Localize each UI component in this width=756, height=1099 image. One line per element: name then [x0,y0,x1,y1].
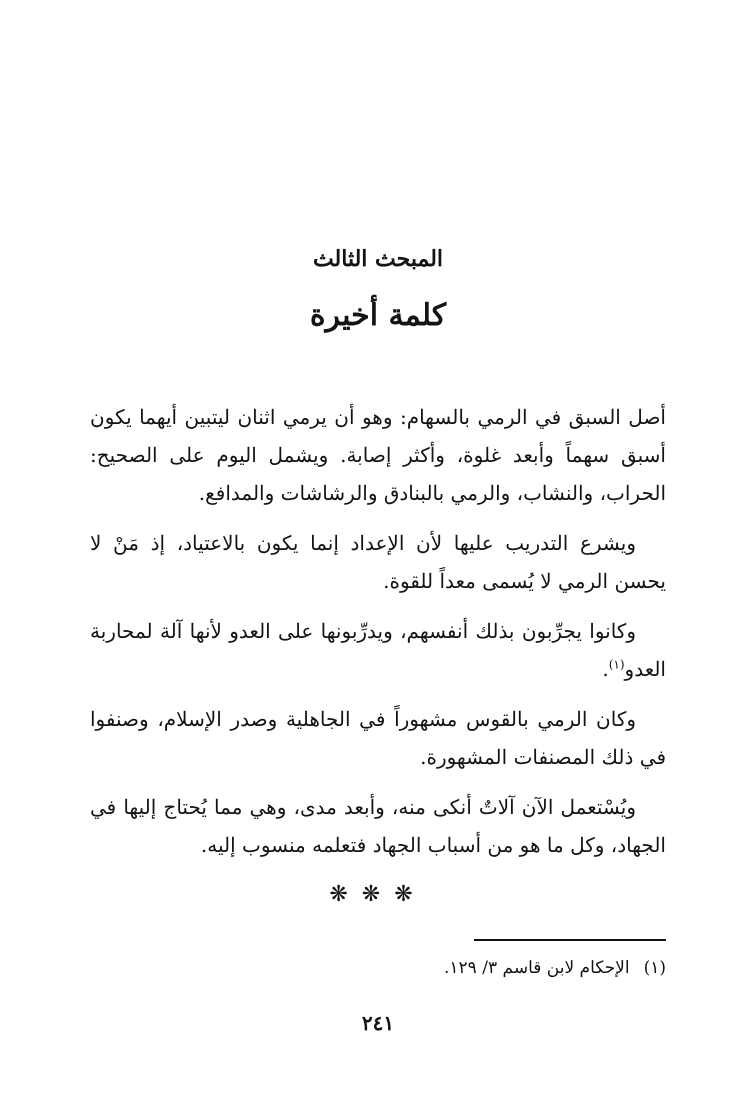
footnote-text: الإحكام لابن قاسم ٣/ ١٢٩. [444,958,630,978]
body-text [90,398,666,876]
paragraph-1: أصل السبق في الرمي بالسهام: وهو أن يرمي اثنان ليتبين أيهما يكون أسبق سهماً وأبعد غلوة، وأكثر إصابة. ويشمل اليوم على الصحيح: الحراب، والنشاب، والرمي بالبنادق والرشاشات والمدافع. [90,405,666,505]
footnote-divider [474,939,666,941]
paragraph-4: وكان الرمي بالقوس مشهوراً في الجاهلية وصدر الإسلام، وصنفوا في ذلك المصنفات المشهورة. [90,707,666,769]
paragraph-5: ويُسْتعمل الآن آلاتٌ أنكى منه، وأبعد مدى، وهي مما يُحتاج إليها في الجهاد، وكل ما هو من أسباب الجهاد فتعلمه منسوب إليه. [90,795,666,857]
paragraph-3 [90,612,666,688]
paragraph-3-text: وكانوا يجرِّبون بذلك أنفسهم، ويدرِّبونها على العدو لأنها آلة لمحاربة العدو [90,619,666,681]
footnote-reference[interactable]: (١) [608,657,625,672]
section-label: المبحث الثالث [312,246,444,272]
paragraph-3-end: . [602,657,609,681]
footnote [90,954,666,982]
footnote-number: (١) [643,958,666,978]
page-number: ٢٤١ [361,1011,395,1035]
paragraph-2: ويشرع التدريب عليها لأن الإعداد إنما يكون بالاعتياد، إذ مَنْ لا يحسن الرمي لا يُسمى معداً للقوة. [90,531,666,593]
section-title: كلمة أخيرة [309,298,447,333]
section-separator: ❋❋❋ [329,882,427,907]
